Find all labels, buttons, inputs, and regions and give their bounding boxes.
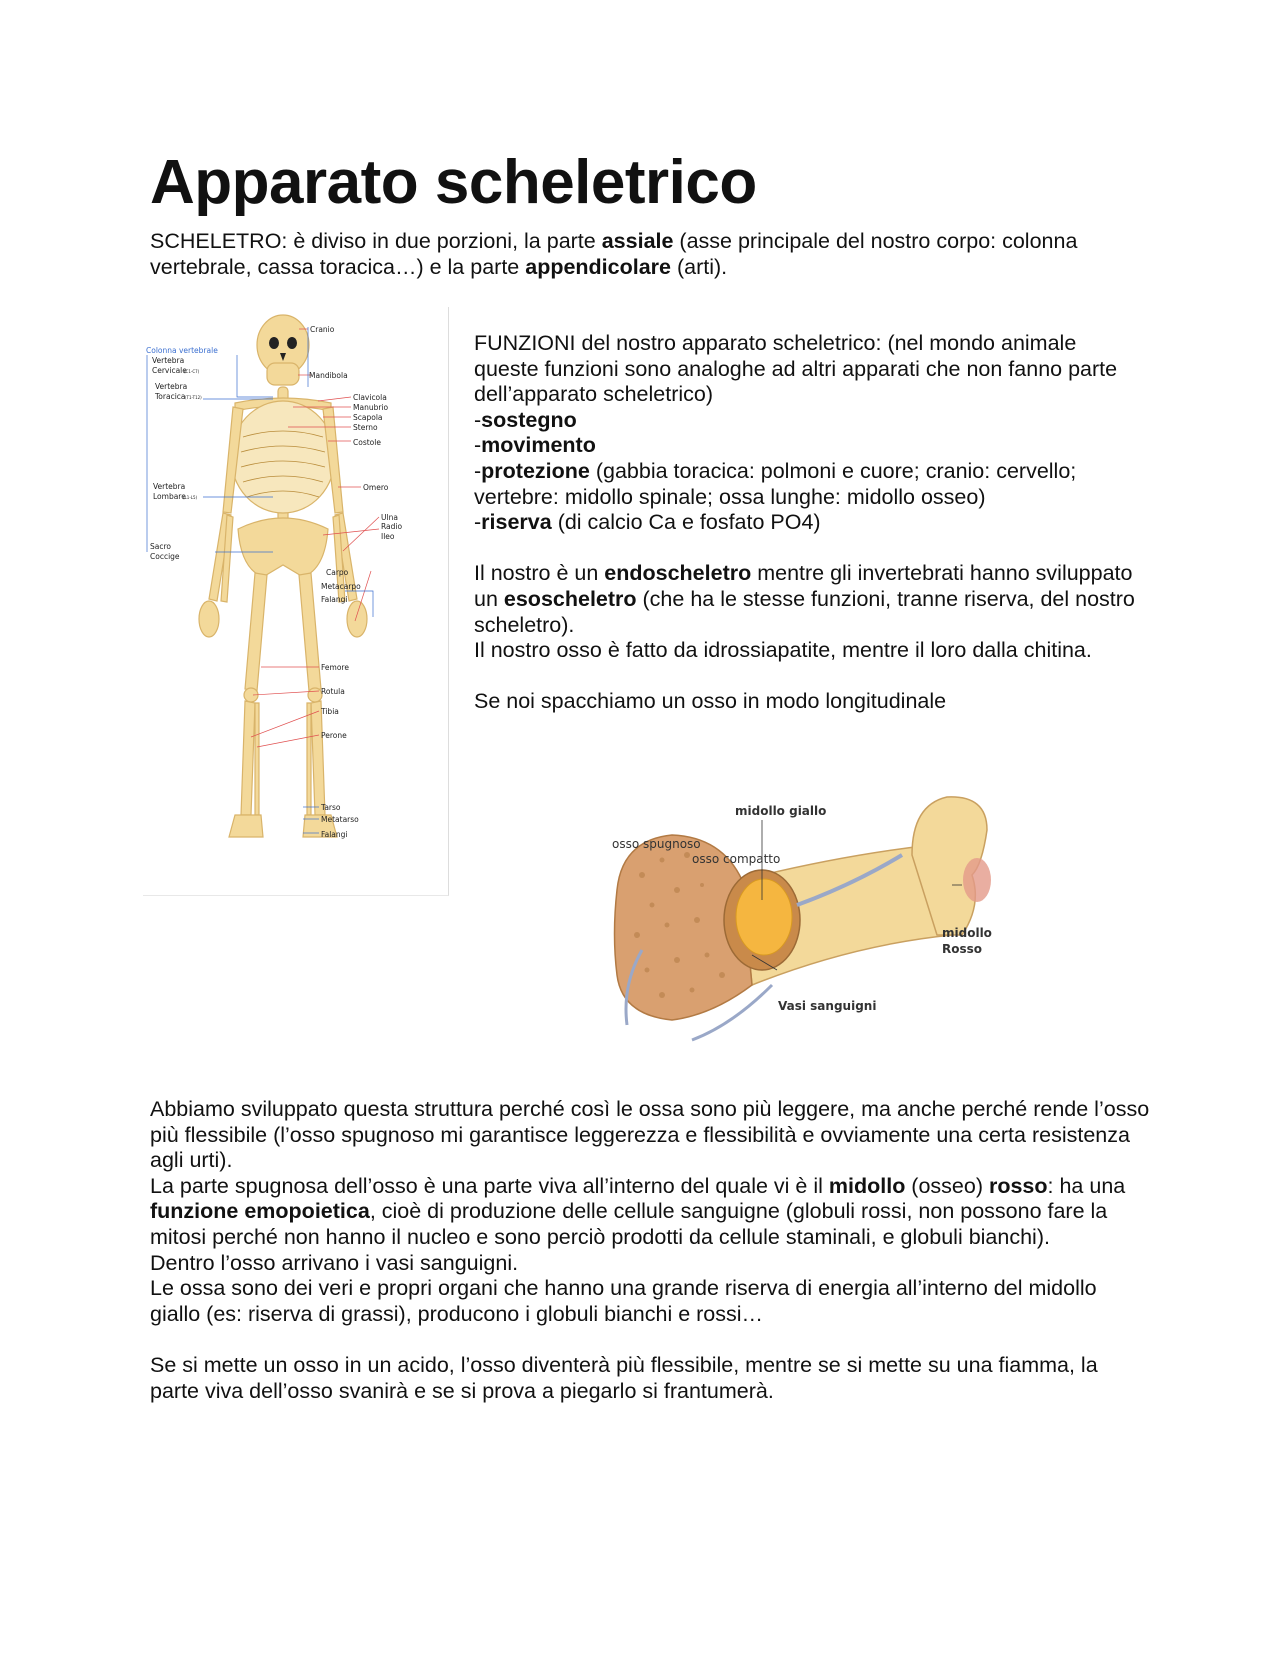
term-riserva: riserva <box>481 510 552 535</box>
bone-section-figure <box>602 785 1022 1055</box>
spacco-paragraph: Se noi spacchiamo un osso in modo longitudinale <box>474 689 947 714</box>
midollo-text: , cioè di produzione delle cellule sanguigne (globuli rossi, non possono fare la mitosi perché non hanno il nucleo e sono perciò prodotti da cellule staminali, e globuli bianchi). <box>150 1199 1108 1249</box>
paragraph-midollo-rosso <box>150 1174 1150 1251</box>
protezione-text: (gabbia toracica: polmoni e cuore; cranio: cervello; vertebre: midollo spinale; ossa lunghe: midollo osseo) <box>474 458 1077 509</box>
label-vasi: Vasi sanguigni <box>778 999 877 1013</box>
endo-text: (che ha le stesse funzioni, tranne riserva, del nostro scheletro). <box>474 586 1135 637</box>
dash: - <box>474 433 482 458</box>
midollo-text: (osseo) <box>905 1173 989 1198</box>
funzione-movimento <box>474 433 1144 459</box>
label-tor-range: (T1-T12) <box>185 395 202 400</box>
funzioni-section <box>474 331 1144 715</box>
bone-illustration <box>602 785 1022 1055</box>
paragraph-acido-fiamma: Se si mette un osso in un acido, l’osso diventerà più flessibile, mentre se si mette su una fiamma, la parte viva dell’osso svanirà e se si prova a piegarlo si frantumerà. <box>150 1352 1098 1403</box>
label-radio: Radio <box>381 522 403 531</box>
paragraph-organi: Le ossa sono dei veri e propri organi che hanno una grande riserva di energia all’interno del midollo giallo (es: riserva di grassi), producono i globuli bianchi e rossi… <box>150 1276 1097 1326</box>
label-sterno: Sterno <box>353 423 378 432</box>
label-femore: Femore <box>321 663 349 672</box>
term-rosso: rosso <box>988 1173 1048 1198</box>
label-ulna: Ulna <box>381 513 398 522</box>
funzione-riserva <box>474 510 1144 536</box>
label-ileo: Ileo <box>381 532 395 541</box>
riserva-text: (di calcio Ca e fosfato PO4) <box>551 510 821 535</box>
idrossiapatite-paragraph: Il nostro osso è fatto da idrossiapatite, mentre il loro dalla chitina. <box>474 638 1092 663</box>
label-costole: Costole <box>353 438 381 447</box>
label-osso-compatto: osso compatto <box>692 852 781 866</box>
endo-text: Il nostro è un <box>474 561 605 586</box>
endoscheletro-paragraph <box>474 561 1144 638</box>
label-perone: Perone <box>321 731 347 740</box>
midollo-text: : ha una <box>1047 1173 1126 1198</box>
term-assiale: assiale <box>601 229 674 253</box>
label-carpo: Carpo <box>326 568 349 577</box>
label-vert-lombare: Vertebra <box>153 482 186 491</box>
label-midollo-rosso-1: midollo <box>942 926 992 940</box>
paragraph-vasi: Dentro l’osso arrivano i vasi sanguigni. <box>150 1250 519 1275</box>
label-clavicola: Clavicola <box>353 393 387 402</box>
label-coccige: Coccige <box>150 552 180 561</box>
label-cerv-range: (C1-C7) <box>184 369 200 374</box>
label-lomb-range: (L1-L5) <box>183 495 198 500</box>
label-scapola: Scapola <box>353 413 383 422</box>
skeleton-figure <box>143 307 449 896</box>
funzioni-intro: FUNZIONI del nostro apparato scheletrico: (nel mondo animale queste funzioni sono analoghe ad altri apparati che non fanno parte dell’apparato scheletrico) <box>474 331 1118 407</box>
funzione-protezione <box>474 459 1144 510</box>
intro-paragraph <box>150 229 1150 280</box>
dash: - <box>474 458 482 483</box>
label-omero: Omero <box>363 483 389 492</box>
label-tibia: Tibia <box>321 707 339 716</box>
label-falangi-piede: Falangi <box>321 830 348 839</box>
skeleton-illustration <box>143 307 448 895</box>
midollo-text: La parte spugnosa dell’osso è una parte viva all’interno del quale vi è il <box>150 1173 829 1198</box>
term-protezione: protezione <box>481 458 590 483</box>
term-funzione-emopoietica: funzione emopoietica <box>150 1199 370 1224</box>
paragraph-struttura: Abbiamo sviluppato questa struttura perché così le ossa sono più leggere, ma anche perché rende l’osso più flessibile (l’osso spugnoso mi garantisce leggerezza e flessibilità e ovviamente una certa resistenza agli urti). <box>150 1097 1150 1173</box>
label-vert-lombare2: Lombare <box>153 492 186 501</box>
funzione-sostegno <box>474 408 1144 434</box>
label-metatarso: Metatarso <box>321 815 359 824</box>
intro-text: (arti). <box>671 254 728 279</box>
label-colonna: Colonna vertebrale <box>146 346 218 355</box>
intro-text: (asse principale del nostro corpo: colonna vertebrale, cassa toracica…) e la parte <box>150 229 1078 279</box>
term-midollo: midollo <box>828 1173 906 1198</box>
term-endoscheletro: endoscheletro <box>604 561 752 586</box>
label-tarso: Tarso <box>321 803 341 812</box>
label-cranio: Cranio <box>310 325 335 334</box>
label-rotula: Rotula <box>321 687 345 696</box>
bottom-section <box>150 1097 1150 1404</box>
term-sostegno: sostegno <box>481 407 577 432</box>
intro-text: SCHELETRO: è diviso in due porzioni, la parte <box>150 229 602 253</box>
label-mandibola: Mandibola <box>309 371 348 380</box>
label-vert-cervicale2: Cervicale <box>152 366 187 375</box>
term-esoscheletro: esoscheletro <box>503 586 637 611</box>
label-midollo-giallo: midollo giallo <box>735 804 827 818</box>
label-metacarpo: Metacarpo <box>321 582 361 591</box>
page-title: Apparato scheletrico <box>150 148 757 217</box>
label-vert-cervicale: Vertebra <box>152 356 185 365</box>
label-falangi-mano: Falangi <box>321 595 348 604</box>
dash: - <box>474 510 482 535</box>
endo-text: mentre gli invertebrati hanno sviluppato un <box>474 561 1133 611</box>
label-manubrio: Manubrio <box>353 403 389 412</box>
dash: - <box>474 407 482 432</box>
label-midollo-rosso-2: Rosso <box>942 942 983 956</box>
term-movimento: movimento <box>481 433 596 458</box>
label-osso-spugnoso: osso spugnoso <box>612 837 701 851</box>
label-sacro: Sacro <box>150 542 171 551</box>
label-vert-toracica2: Toracica <box>155 392 186 401</box>
label-vert-toracica: Vertebra <box>155 382 188 391</box>
term-appendicolare: appendicolare <box>525 254 671 279</box>
